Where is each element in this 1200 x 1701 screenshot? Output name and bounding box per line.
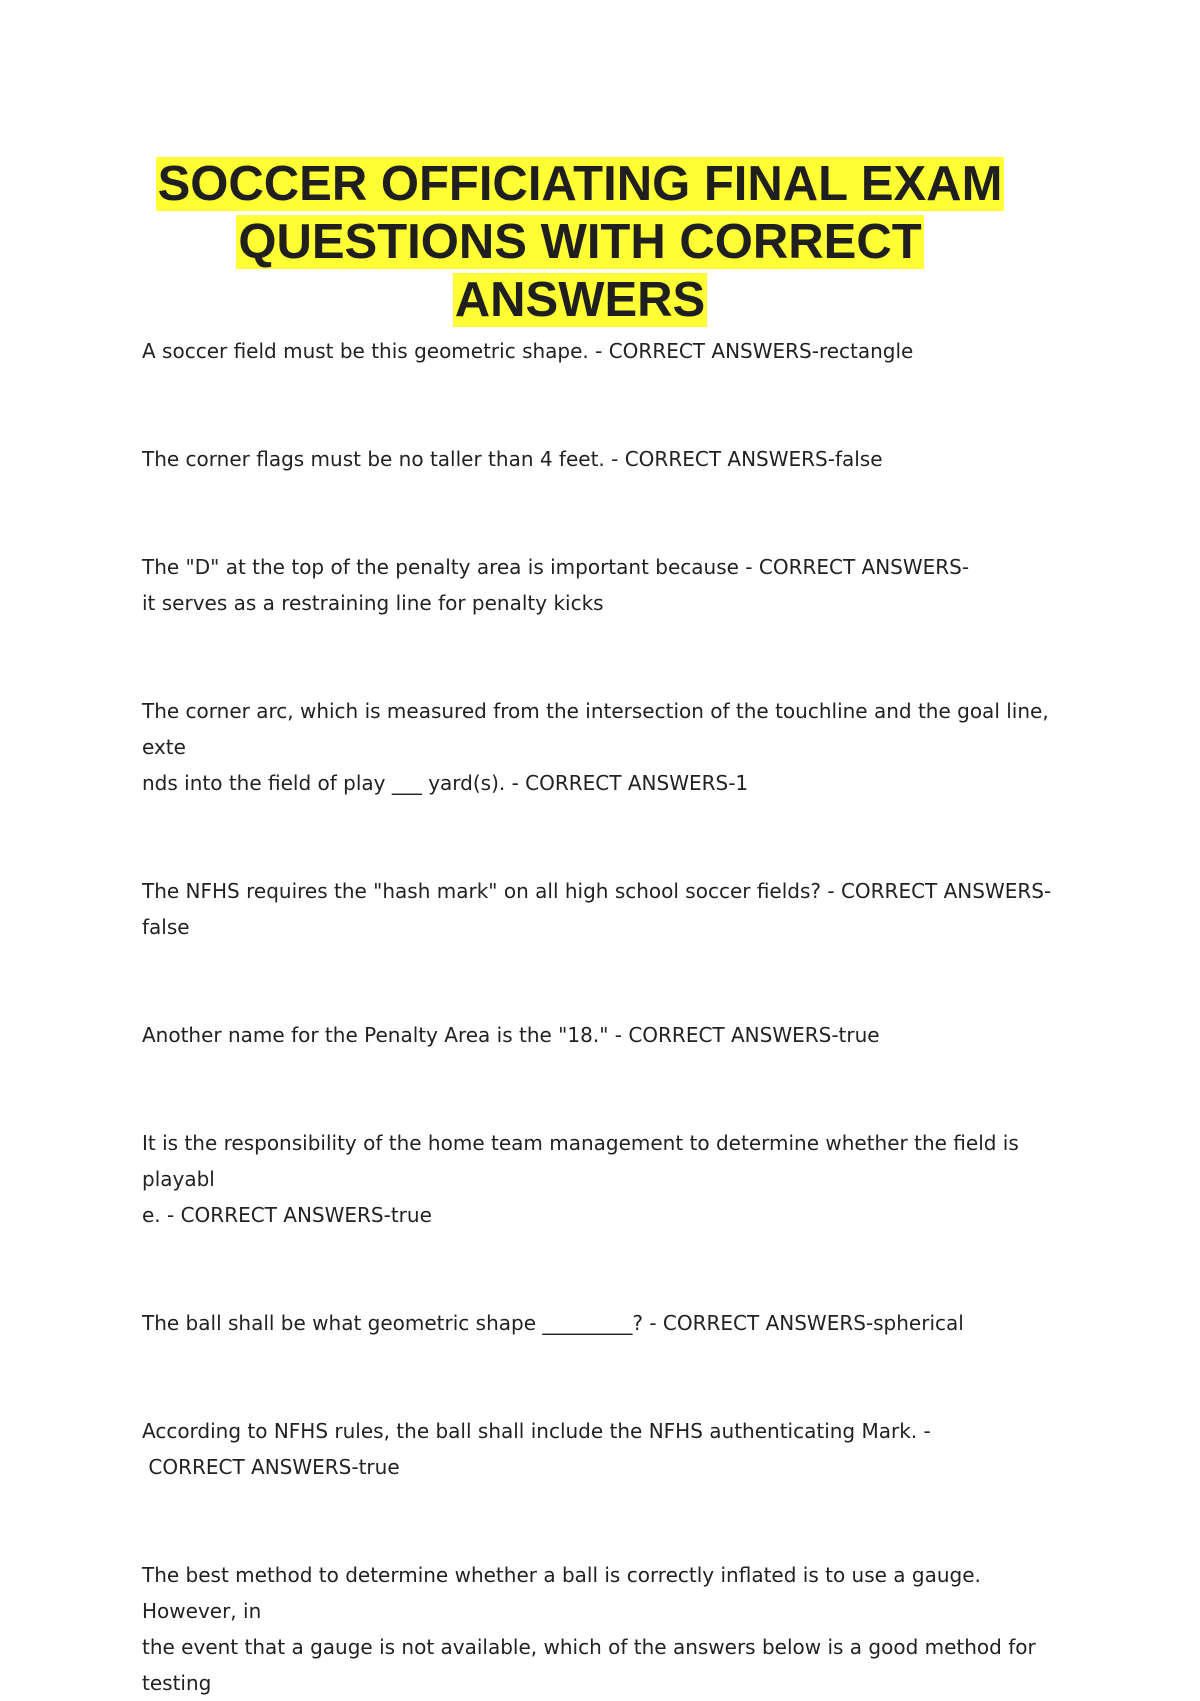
document-title <box>130 155 1030 329</box>
qa-item-7 <box>142 1125 1062 1233</box>
qa-item-2 <box>142 441 1062 477</box>
qa-line: It is the responsibility of the home team management to determine whether the field is playabl <box>142 1131 1026 1191</box>
qa-item-1 <box>142 333 1062 369</box>
qa-item-6 <box>142 1017 1062 1053</box>
qa-item-5 <box>142 873 1062 945</box>
qa-line: it serves as a restraining line for penalty kicks <box>142 591 604 615</box>
qa-line: According to NFHS rules, the ball shall include the NFHS authenticating Mark. - <box>142 1419 931 1443</box>
qa-line: nds into the field of play ___ yard(s). - CORRECT ANSWERS-1 <box>142 771 749 795</box>
qa-line: The corner flags must be no taller than 4 feet. - CORRECT ANSWERS-false <box>142 447 883 471</box>
qa-item-8 <box>142 1305 1062 1341</box>
qa-line: the event that a gauge is not available, which of the answers below is a good method for testing <box>142 1635 1043 1695</box>
title-line-3: ANSWERS <box>454 273 706 327</box>
qa-line: The best method to determine whether a ball is correctly inflated is to use a gauge. However, in <box>142 1563 988 1623</box>
qa-line: A soccer field must be this geometric shape. - CORRECT ANSWERS-rectangle <box>142 339 914 363</box>
qa-line: The NFHS requires the "hash mark" on all high school soccer fields? - CORRECT ANSWERS-false <box>142 879 1052 939</box>
qa-line: The corner arc, which is measured from the intersection of the touchline and the goal line, exte <box>142 699 1056 759</box>
qa-line: Another name for the Penalty Area is the "18." - CORRECT ANSWERS-true <box>142 1023 880 1047</box>
qa-item-9 <box>142 1413 1062 1485</box>
question-answer-list <box>142 333 1062 1701</box>
qa-item-4 <box>142 693 1062 801</box>
qa-line: The ball shall be what geometric shape _________? - CORRECT ANSWERS-spherical <box>142 1311 964 1335</box>
title-line-1: SOCCER OFFICIATING FINAL EXAM <box>157 157 1003 211</box>
qa-line: The "D" at the top of the penalty area is important because - CORRECT ANSWERS- <box>142 555 970 579</box>
title-line-2: QUESTIONS WITH CORRECT <box>238 215 922 269</box>
qa-line: CORRECT ANSWERS-true <box>142 1455 400 1479</box>
qa-item-10 <box>142 1557 1062 1701</box>
qa-line: e. - CORRECT ANSWERS-true <box>142 1203 432 1227</box>
qa-item-3 <box>142 549 1062 621</box>
